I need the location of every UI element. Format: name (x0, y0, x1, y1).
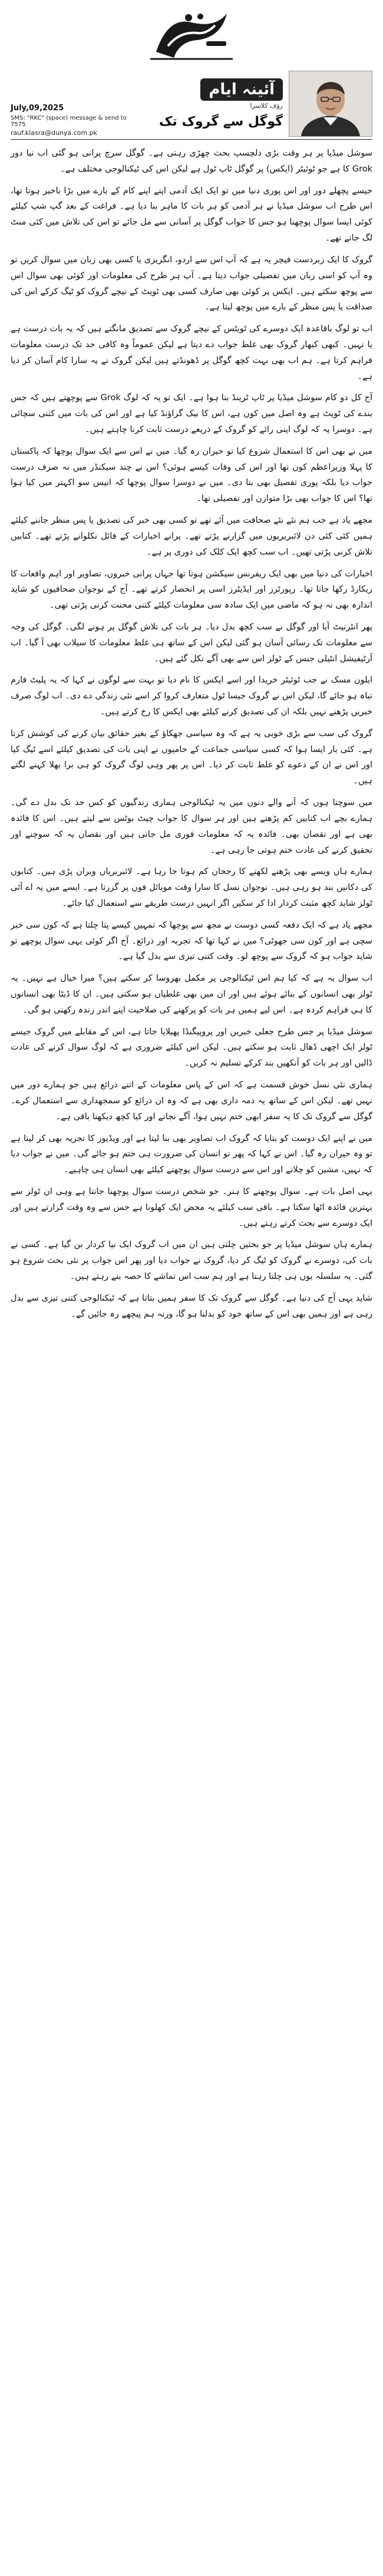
article-paragraph: ہمارے ہاں سوشل میڈیا پر جو بحثیں چلتی ہیں ان میں اب گروک ایک نیا کردار بن گیا ہے۔ کسی نے بات کی، دوسرے نے گروک کو ٹیگ کر دیا، گروک نے جواب دیا اور پھر اس جواب پر نئی بحث شروع ہو گئی۔ یہ سلسلہ یوں ہی چلتا رہتا ہے اور ہم سب اس تماشے کا حصہ بنے رہتے ہیں۔ (11, 1240, 372, 1281)
article-paragraph: ہماری نئی نسل خوش قسمت ہے کہ اس کے پاس معلومات کے اتنے ذرائع ہیں جو ہمارے دور میں نہیں تھے۔ لیکن اس کے ساتھ یہ ذمہ داری بھی ہے کہ وہ ان ذرائع کو سمجھداری سے استعمال کرے۔ گوگل سے گروک تک کا یہ سفر ابھی ختم نہیں ہوا، آگے نجانے اور کیا کچھ دیکھنا باقی ہے۔ (11, 1080, 372, 1122)
article-paragraph: مجھے یاد ہے جب ہم نئے نئے صحافت میں آئے تھے تو کسی بھی خبر کی تصدیق یا پس منظر جاننے کیلئے ہمیں کئی کئی دن لائبریریوں میں گزارنے پڑتے تھے۔ پرانے اخبارات کے فائل نکلوانے پڑتے تھے۔ کتابیں تلاش کرنی پڑتی تھیں۔ اب سب کچھ ایک کلک کی دوری پر ہے۔ (11, 516, 372, 557)
article-paragraph: سوشل میڈیا پر ہر وقت بڑی دلچسپ بحث چھڑی رہتی ہے۔ گوگل سرچ پرانی ہو گئی اب نیا دور Grok کا ہے جو ٹوئیٹر (ایکس) پر گوگل ٹاپ ٹول ہے لیکن اس کی ٹیکنالوجی مختلف ہے۔ (11, 149, 372, 174)
column-meta (11, 71, 131, 137)
article-paragraph: ایلون مسک نے جب ٹوئیٹر خریدا اور اسے ایکس کا نام دیا تو بہت سے لوگوں نے کہا کہ یہ پلیٹ فارم تباہ ہو جائے گا، لیکن اس نے گروک جیسا ٹول متعارف کروا کر اسے نئی زندگی دے دی۔ اب لوگ صرف خبریں پڑھنے نہیں بلکہ ان کی تصدیق کرنے کیلئے بھی ایکس کا رخ کرتے ہیں۔ (11, 675, 372, 717)
article-paragraph: میں نے بھی اس کا استعمال شروع کیا تو حیران رہ گیا۔ میں نے اس سے ایک سوال پوچھا کہ پاکستان کا پہلا وزیراعظم کون تھا اور اس کی وفات کیسے ہوئی؟ اس نے چند سیکنڈز میں نہ صرف درست جواب دیا بلکہ پوری تفصیل بھی بتا دی۔ میں نے دوسرا سوال پوچھا کہ انیس سو اکہتر میں کیا ہوا تھا؟ اس کا جواب بھی بڑا متوازن اور تفصیلی تھا۔ (11, 446, 372, 504)
article-paragraph: اب سوال یہ ہے کہ کیا ہم اس ٹیکنالوجی پر مکمل بھروسا کر سکتے ہیں؟ میرا خیال ہے نہیں۔ یہ ٹولز بھی انسانوں کے بنائے ہوئے ہیں اور ان میں بھی غلطیاں ہو سکتی ہیں۔ ان کا ڈیٹا بھی انسانوں کا ہی فراہم کردہ ہے۔ اس لیے ہمیں ہر بات کو پرکھنے کی صلاحیت اپنے اندر زندہ رکھنی ہو گی۔ (11, 974, 372, 1015)
article-paragraph: پھر انٹرنیٹ آیا اور گوگل نے سب کچھ بدل دیا۔ ہر بات کی تلاش گوگل پر ہونے لگی۔ گوگل کی وجہ سے معلومات تک رسائی آسان ہو گئی لیکن اس کے ساتھ ہی غلط معلومات کا سیلاب بھی آ گیا۔ اب آرٹیفیشل انٹیلی جنس کے ٹولز اس سے بھی آگے نکل گئے ہیں۔ (11, 622, 372, 664)
sms-instruction: SMS: "RKC" (space) message & send to 7575 (11, 115, 127, 128)
article-body (11, 146, 372, 1322)
article-paragraph: گروک کا ایک زبردست فیچر یہ ہے کہ آپ اس سے اردو، انگریزی یا کسی بھی زبان میں سوال کریں تو وہ آپ کو اسی زبان میں تفصیلی جواب دیتا ہے۔ آپ ہر طرح کی معلومات اور کوئی بھی سوال اس سے پوچھ سکتے ہیں۔ ایکس پر کوئی بھی صارف کسی بھی ٹویٹ کے نیچے گروک کو ٹیگ کرکے اس کی صداقت یا پس منظر کے بارے میں پوچھ لیتا ہے۔ (11, 255, 372, 312)
article-paragraph: میں نے اپنے ایک دوست کو بتایا کہ گروک اب تصاویر بھی بنا لیتا ہے اور ویڈیوز کا تجزیہ بھی کر لیتا ہے تو وہ حیران رہ گیا۔ اس نے کہا کہ پھر تو انسان کی ضرورت ہی ختم ہو جائے گی۔ میں نے جواب دیا کہ نہیں، مشین کو چلانے اور اس سے درست سوال پوچھنے کیلئے بھی انسان ہی چاہیے۔ (11, 1133, 372, 1175)
article-paragraph: آج کل دو کام سوشل میڈیا پر ٹاپ ٹرینڈ بنا ہوا ہے۔ ایک تو یہ کہ لوگ Grok سے پوچھتے ہیں کہ جس بندے کی ٹویٹ ہے وہ اصل میں کون ہے، اس کا بیک گراؤنڈ کیا ہے اور اس کی بات میں کتنی سچائی ہے۔ دوسرا یہ کہ لوگ اپنی رائے کو گروک کے ذریعے درست ثابت کرنا چاہتے ہیں۔ (11, 393, 373, 434)
title-block (159, 78, 283, 129)
article-paragraph: ہمارے ہاں ویسے بھی پڑھنے لکھنے کا رجحان کم ہوتا جا رہا ہے۔ لائبریریاں ویران پڑی ہیں۔ کتابوں کی دکانیں بند ہو رہی ہیں۔ نوجوان نسل کا سارا وقت موبائل فون پر گزرتا ہے۔ ایسے میں یہ اے آئی ٹولز شاید کچھ مثبت کردار ادا کر سکیں اگر انہیں درست طریقے سے استعمال کیا جائے۔ (11, 867, 372, 908)
article-paragraph: جیسے پچھلے دور اور اس پوری دنیا میں تو ایک ایک آدمی اپنے اپنے کام کے بارے میں بڑا باخبر ہوتا تھا، اس طرح اب سوشل میڈیا نے ہر آدمی کو ہر بات کا ماہر بنا دیا ہے۔ فراغت کے بعد گپ شپ کیلئے کوئی ایسا سوال پوچھنا ہو جس کا جواب گوگل پر آسانی سے مل جائے تو اس کی تلاش میں کئی منٹ لگ جاتے تھے۔ (11, 186, 372, 243)
article-paragraph: میں سوچتا ہوں کہ آنے والے دنوں میں یہ ٹیکنالوجی ہماری زندگیوں کو کس حد تک بدل دے گی۔ ہمارے بچے اب کتابیں کم پڑھتے ہیں اور ہر سوال کا جواب چیٹ بوٹس سے لیتے ہیں۔ اس کا فائدہ بھی ہے اور نقصان بھی۔ فائدہ یہ کہ معلومات فوری مل جاتی ہیں اور نقصان یہ کہ سوچنے اور تحقیق کرنے کی عادت ختم ہوتی جا رہی ہے۔ (11, 798, 372, 855)
author-portrait (289, 71, 372, 137)
column-header (11, 71, 372, 137)
column-title-area (137, 71, 372, 137)
article-paragraph: اخبارات کی دنیا میں بھی ایک ریفرنس سیکشن ہوتا تھا جہاں پرانی خبروں، تصاویر اور اہم واقعات کا ریکارڈ رکھا جاتا تھا۔ رپورٹرز اور ایڈیٹرز اسی پر انحصار کرتے تھے۔ آج کے نوجوان صحافیوں کو شاید اندازہ بھی نہ ہو کہ ماضی میں ایک سادہ سی معلومات کیلئے کتنی محنت کرنی پڑتی تھی۔ (11, 569, 372, 611)
article-paragraph: اب تو لوگ باقاعدہ ایک دوسرے کی ٹویٹس کے نیچے گروک سے تصدیق مانگتے ہیں کہ یہ بات درست ہے یا نہیں۔ کبھی کبھار گروک بھی غلط جواب دے دیتا ہے لیکن عموماً وہ کافی حد تک درست معلومات فراہم کرتا ہے۔ ہم اب بھی بہت کچھ گوگل پر ڈھونڈتے ہیں لیکن گروک نے یہ سارا کام آسان کر دیا ہے۔ (11, 324, 372, 381)
author-portrait-graphic (289, 71, 372, 136)
masthead (11, 0, 372, 71)
header-divider (11, 139, 372, 140)
dunya-logo-graphic (133, 5, 250, 67)
article-paragraph: یہی اصل بات ہے۔ سوال پوچھنے کا ہنر۔ جو شخص درست سوال پوچھنا جانتا ہے وہی ان ٹولز سے بہترین فائدہ اٹھا سکتا ہے۔ باقی سب کیلئے یہ محض ایک کھلونا ہے جس سے وہ وقت گزارتے ہیں اور ایک دوسرے سے بحث کرتے رہتے ہیں۔ (11, 1186, 372, 1228)
article-paragraph: شاید یہی آج کی دنیا ہے۔ گوگل سے گروک تک کا سفر ہمیں بتاتا ہے کہ ٹیکنالوجی کتنی تیزی سے بدل رہی ہے اور ہمیں بھی اس کے ساتھ خود کو بدلنا ہو گا، ورنہ ہم پیچھے رہ جائیں گے۔ (11, 1293, 372, 1319)
article-paragraph: گروک کی سب سے بڑی خوبی یہ ہے کہ وہ سیاسی جھکاؤ کے بغیر حقائق بیان کرنے کی کوشش کرتا ہے۔ کئی بار ایسا ہوا کہ کسی سیاسی جماعت کے حامیوں نے اپنی بات کی تصدیق کیلئے اسے ٹیگ کیا اور اس نے ان کے دعوے کو غلط ثابت کر دیا۔ اس پر پھر وہی لوگ گروک کو ہی برا بھلا کہنے لگتے ہیں۔ (11, 728, 372, 786)
author-email[interactable]: rauf.klasra@dunya.com.pk (11, 129, 97, 137)
column-name-banner: آئینہ ایام (200, 78, 283, 101)
dunya-logo-icon (127, 3, 256, 68)
author-name: رؤف کلاسرا (250, 102, 283, 110)
article-paragraph: سوشل میڈیا پر جس طرح جعلی خبریں اور پروپیگنڈا پھیلایا جاتا ہے، اس کے مقابلے میں گروک جیسے ٹولز ایک اچھی ڈھال ثابت ہو سکتے ہیں۔ لیکن اس کیلئے ضروری ہے کہ لوگ سوال کرنے کی عادت ڈالیں اور ہر بات کو آنکھیں بند کرکے تسلیم نہ کریں۔ (11, 1027, 372, 1068)
column-title: گوگل سے گروک تک (159, 114, 283, 129)
article-paragraph: مجھے یاد ہے کہ ایک دفعہ کسی دوست نے مجھ سے پوچھا کہ تمہیں کیسے پتا چلتا ہے کہ کون سی خبر سچی ہے اور کون سی جھوٹی؟ میں نے کہا تھا کہ تجربہ اور ذرائع۔ آج اگر کوئی یہی سوال پوچھے تو شاید جواب ہو کہ گروک سے پوچھ لو۔ وقت کتنی تیزی سے بدل گیا ہے۔ (11, 920, 372, 962)
column-date: July,09,2025 (11, 104, 64, 113)
